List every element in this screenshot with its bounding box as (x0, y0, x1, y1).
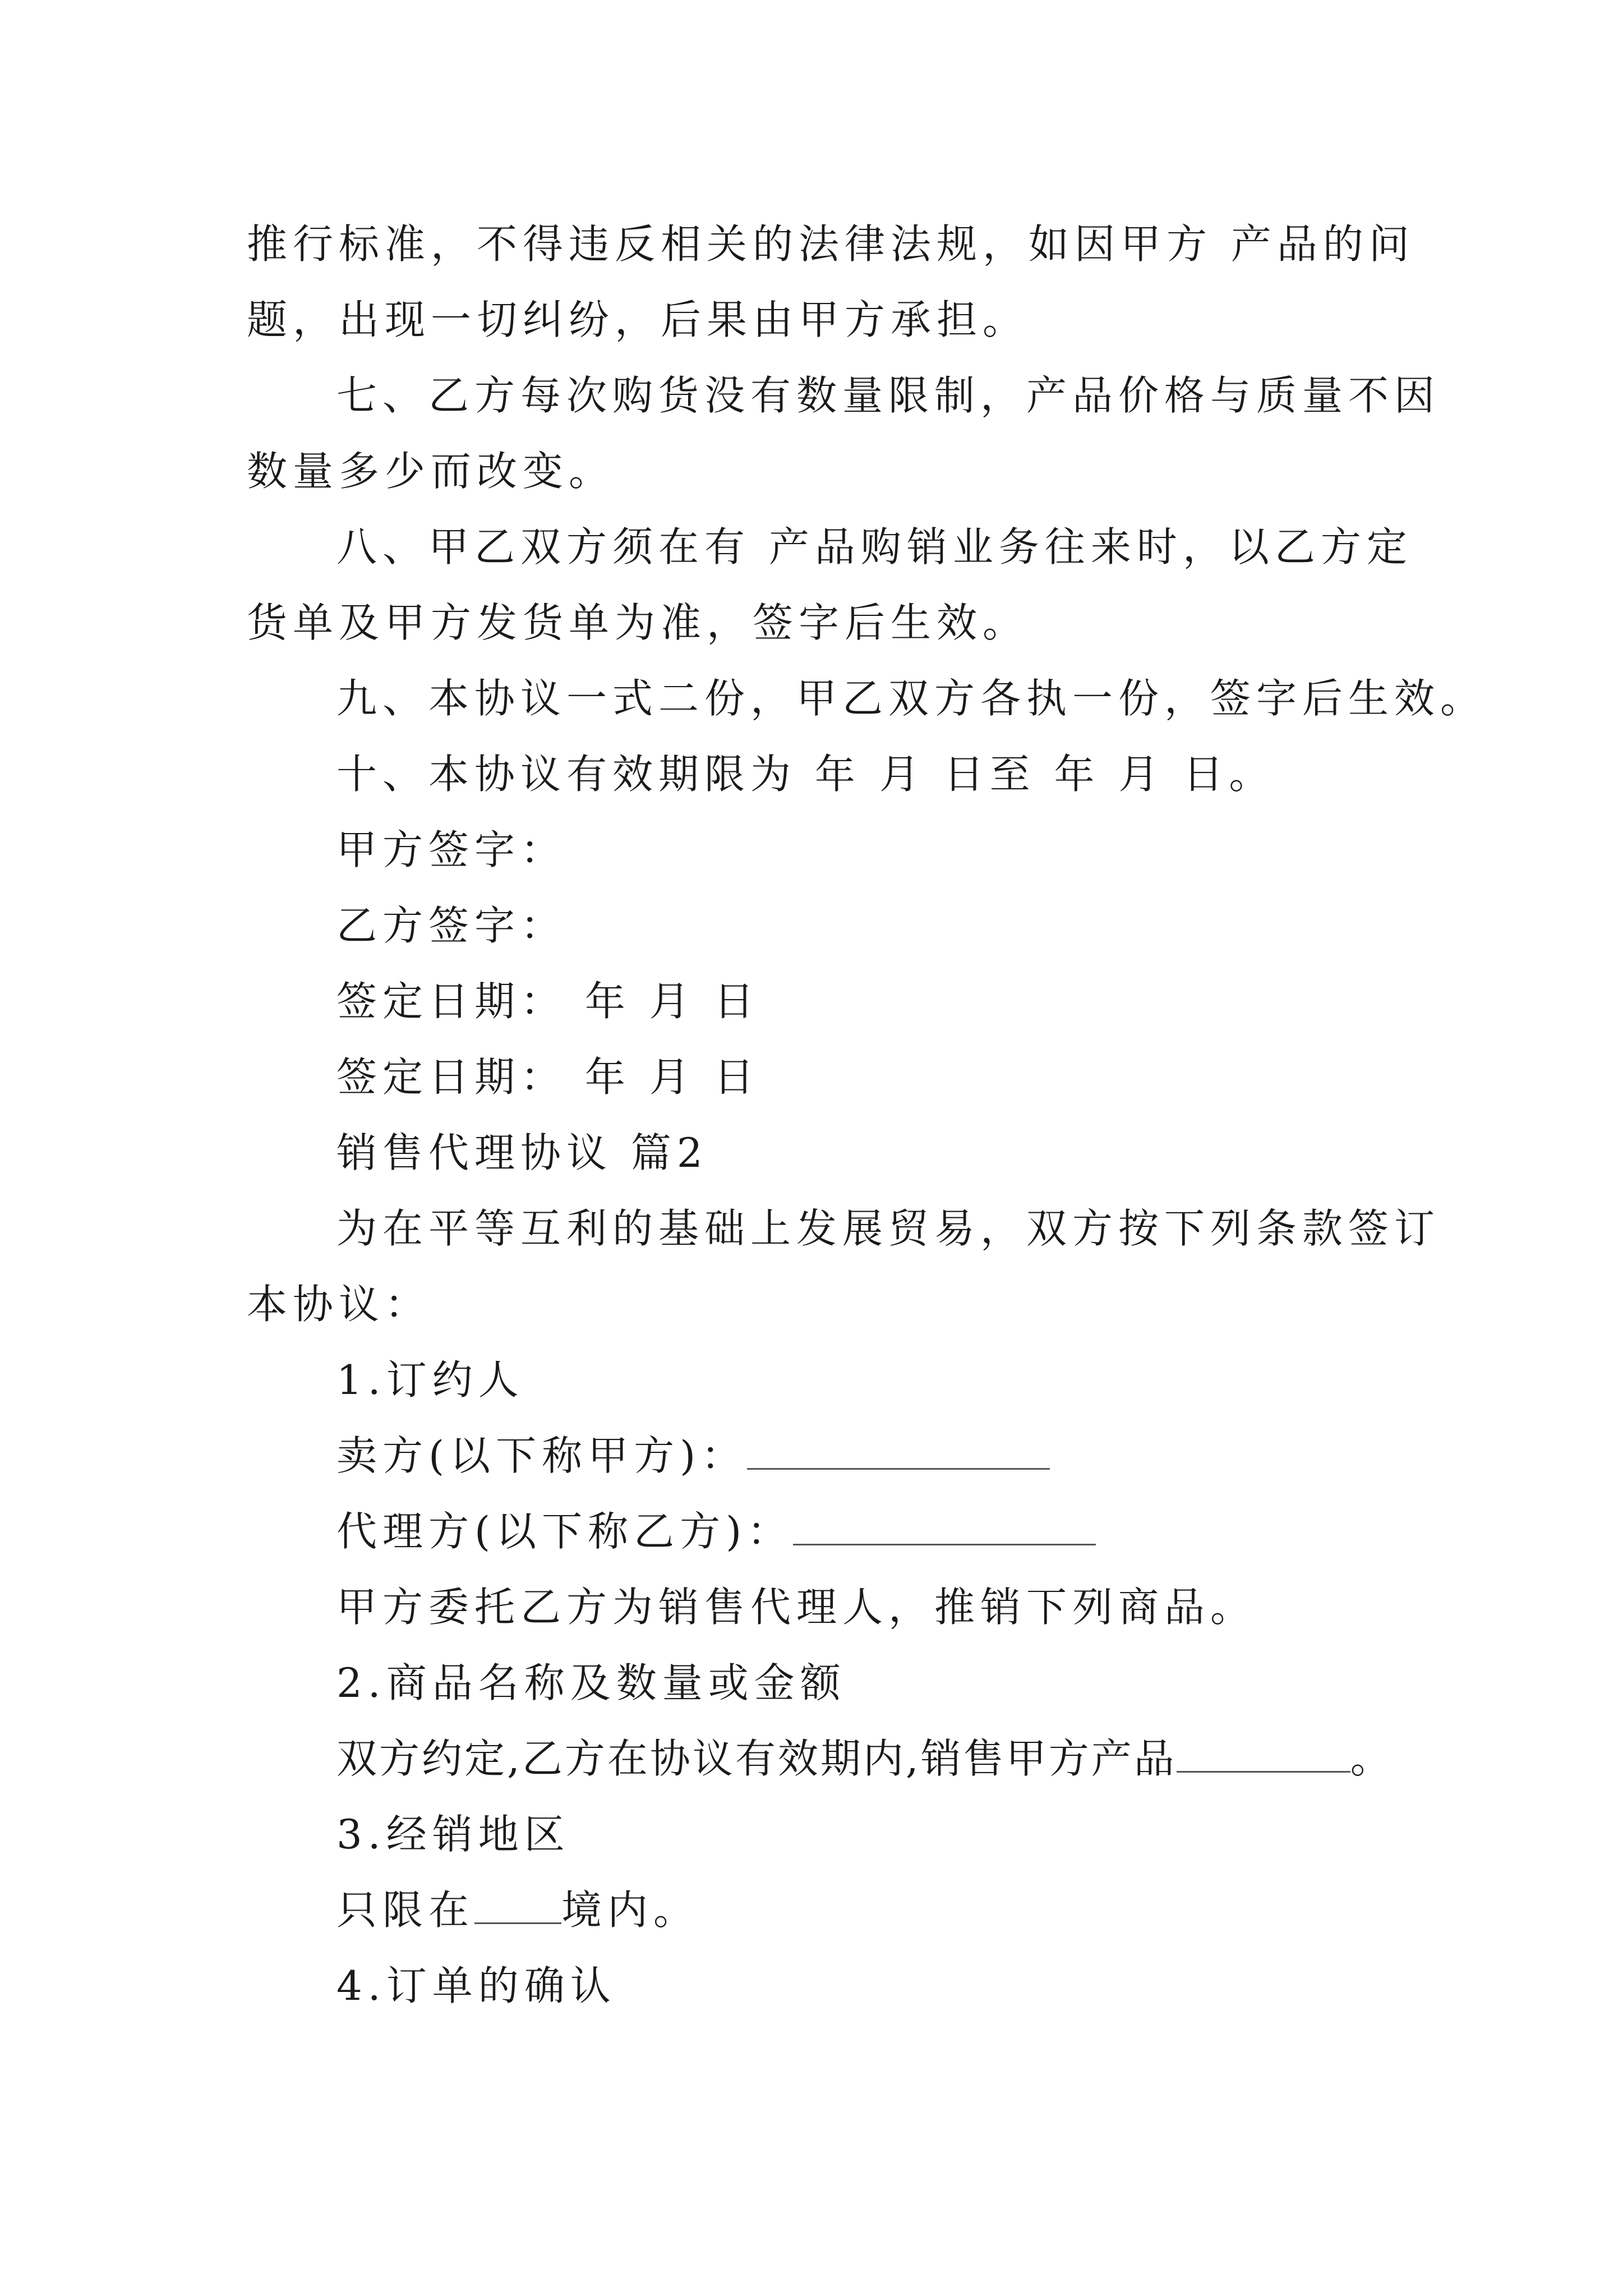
text-line: 题，出现一切纠纷，后果由甲方承担。 (247, 296, 1029, 343)
clause-3-heading: 3.经销地区 (336, 1811, 570, 1858)
text-line: 为在平等互利的基础上发展贸易，双方按下列条款签订 (336, 1205, 1441, 1252)
party-b-signature-label: 乙方签字： (336, 902, 567, 949)
product-blank (1177, 1737, 1350, 1773)
region-suffix: 境内。 (561, 1887, 700, 1934)
signing-date-label: 签定日期： 年 月 日 (336, 1053, 760, 1101)
seller-blank (747, 1434, 1050, 1470)
text-line: 数量多少而改变。 (247, 448, 615, 495)
clause-2-heading: 2.商品名称及数量或金额 (336, 1659, 846, 1706)
seller-line (336, 1428, 1050, 1484)
party-a-signature-label: 甲方签字： (336, 826, 567, 873)
clause-1-heading: 1.订约人 (336, 1356, 524, 1404)
agent-line (336, 1503, 1096, 1559)
text-line: 本协议： (247, 1281, 431, 1328)
clause-8: 八、甲乙双方须在有 产品购销业务往来时，以乙方定 (336, 523, 1413, 570)
region-label: 只限在 (336, 1887, 475, 1934)
clause-9: 九、本协议一式二份，甲乙双方各执一份，签字后生效。 (336, 675, 1487, 722)
region-blank (474, 1889, 561, 1924)
clause-7: 七、乙方每次购货没有数量限制，产品价格与质量不因 (336, 372, 1441, 419)
clause-10: 十、本协议有效期限为 年 月 日至 年 月 日。 (336, 751, 1275, 798)
product-end-punct: 。 (1350, 1735, 1393, 1782)
section-heading: 销售代理协议 篇2 (336, 1129, 708, 1176)
region-line (336, 1882, 699, 1938)
seller-label: 卖方(以下称甲方)： (336, 1432, 748, 1479)
text-line: 推行标准，不得违反相关的法律法规，如因甲方 产品的问 (247, 220, 1415, 268)
product-line (336, 1731, 1393, 1787)
agent-blank (793, 1510, 1096, 1545)
text-line: 甲方委托乙方为销售代理人，推销下列商品。 (336, 1584, 1257, 1631)
product-label: 双方约定,乙方在协议有效期内,销售甲方产品 (336, 1735, 1177, 1782)
text-line: 货单及甲方发货单为准，签字后生效。 (247, 599, 1029, 646)
clause-4-heading: 4.订单的确认 (336, 1962, 616, 2009)
agent-label: 代理方(以下称乙方)： (336, 1508, 794, 1555)
signing-date-label: 签定日期： 年 月 日 (336, 978, 760, 1025)
